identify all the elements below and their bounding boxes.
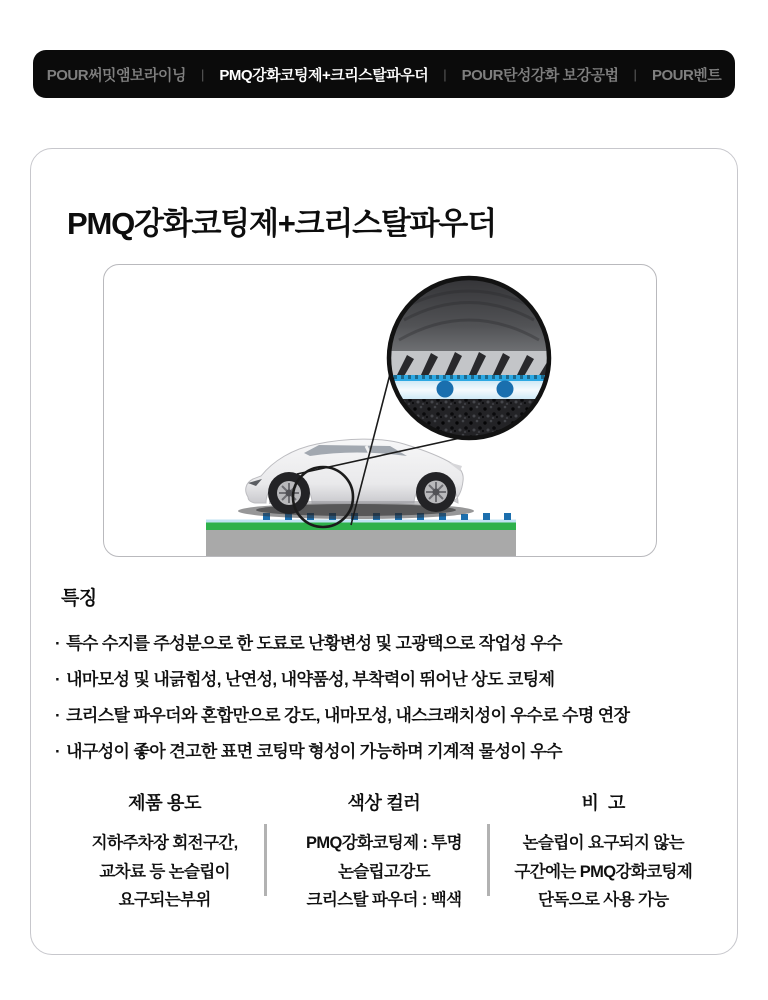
bullet-dot: · bbox=[55, 634, 61, 653]
feature-item: · 내마모성 및 내긁힘성, 난연성, 내약품성, 부착력이 뛰어난 상도 코팅제 bbox=[55, 670, 555, 689]
nav-item-pmq-coating-crystal-powder[interactable]: PMQ강화코팅제+크리스탈파우더 bbox=[219, 66, 429, 84]
features-section bbox=[55, 583, 713, 770]
nav-separator: | bbox=[633, 66, 637, 82]
feature-item: · 특수 수지를 주성분으로 한 도료로 난황변성 및 고광택으로 작업성 우수 bbox=[55, 634, 563, 653]
car-coating-illustration bbox=[104, 265, 656, 556]
spec-line: PMQ강화코팅제 : 투명 bbox=[305, 834, 462, 852]
magnifier-detail-circle bbox=[387, 276, 554, 441]
nav-separator: | bbox=[201, 66, 205, 82]
nav-item-pour-summit-embo-lining[interactable]: POUR써밋앰보라이닝 bbox=[46, 66, 187, 84]
product-illustration bbox=[103, 264, 657, 557]
spec-column-color bbox=[274, 789, 493, 915]
spec-line: 교차료 등 논슬립이 bbox=[99, 862, 230, 881]
crystal-powder-particle bbox=[437, 381, 454, 398]
crystal-powder-particle bbox=[497, 381, 514, 398]
nav-item-pour-vent[interactable]: POUR벤트 bbox=[651, 66, 722, 84]
top-nav bbox=[33, 50, 735, 98]
spec-column-usage bbox=[55, 789, 274, 915]
spec-line: 요구되는부위 bbox=[118, 891, 211, 909]
spec-column-note bbox=[494, 789, 713, 915]
spec-line: 논슬립고강도 bbox=[337, 862, 431, 881]
spec-line: 지하주차장 회전구간, bbox=[91, 834, 238, 852]
page-title: PMQ강화코팅제+크리스탈파우더 bbox=[67, 205, 496, 241]
spec-heading-usage: 제품 용도 bbox=[128, 793, 202, 813]
column-divider bbox=[264, 824, 267, 896]
spec-heading-color: 색상 컬러 bbox=[347, 793, 421, 813]
column-divider bbox=[487, 824, 490, 896]
spec-line: 크리스탈 파우더 : 백색 bbox=[306, 891, 462, 909]
spec-line: 구간에는 PMQ강화코팅제 bbox=[514, 862, 693, 881]
spec-heading-note: 비 고 bbox=[581, 793, 626, 813]
spec-line: 단독으로 사용 가능 bbox=[537, 891, 669, 909]
road-layers bbox=[206, 513, 516, 556]
car-rear-wheel bbox=[416, 472, 456, 512]
nav-item-pour-elastic-reinforcement[interactable]: POUR탄성강화 보강공법 bbox=[461, 66, 619, 84]
car-front-wheel bbox=[268, 472, 310, 514]
product-card bbox=[30, 148, 738, 955]
spec-line: 논슬립이 요구되지 않는 bbox=[522, 834, 684, 852]
feature-item: · 내구성이 좋아 견고한 표면 코팅막 형성이 가능하며 기계적 물성이 우수 bbox=[55, 742, 563, 761]
nav-separator: | bbox=[443, 66, 447, 82]
bullet-dot: · bbox=[55, 742, 61, 761]
features-heading: 특징 bbox=[61, 588, 97, 609]
bullet-dot: · bbox=[55, 670, 61, 689]
spec-columns bbox=[55, 789, 713, 915]
feature-item: · 크리스탈 파우더와 혼합만으로 강도, 내마모성, 내스크래치성이 우수로 수명 연장 bbox=[55, 706, 630, 725]
bullet-dot: · bbox=[55, 706, 61, 725]
